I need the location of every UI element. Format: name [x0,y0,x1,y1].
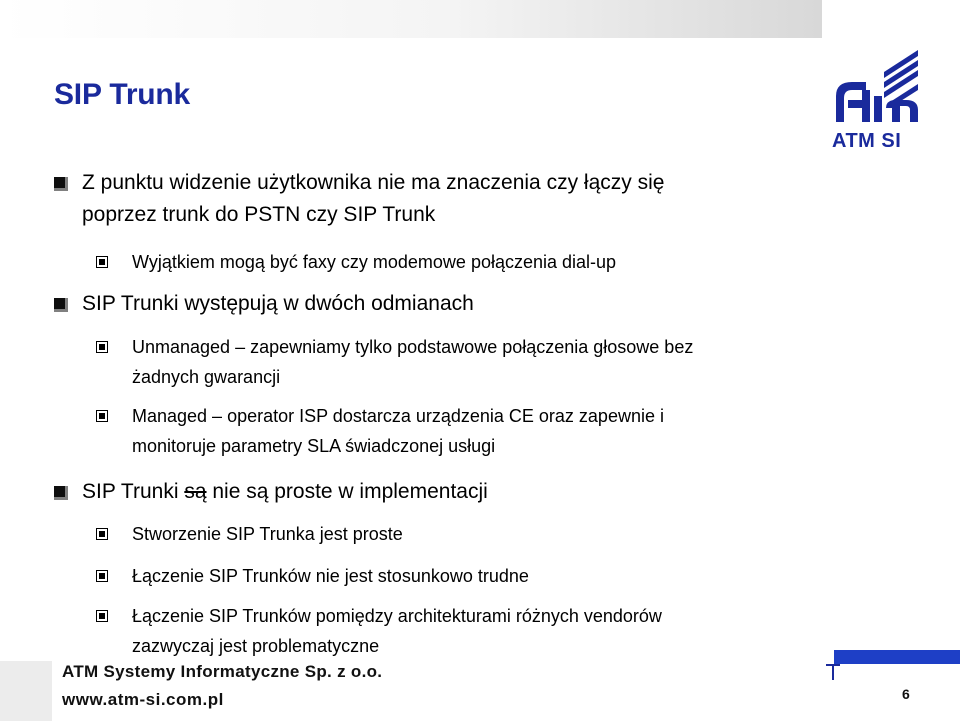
bullet-3-text-a: SIP Trunki [82,480,185,503]
bullet-1-line-1: Z punktu widzenie użytkownika nie ma znaczenia czy łączy się [82,171,665,194]
bullet-3-3-line-2: zazwyczaj jest problematyczne [132,636,380,656]
bullet-2-text: SIP Trunki występują w dwóch odmianach [82,292,474,315]
bullet-2-1-line-2: żadnych gwarancji [132,367,281,387]
footer-left-bar [0,661,52,721]
logo-label: ATM SI [832,130,902,152]
footer-company: ATM Systemy Informatyczne Sp. z o.o. [62,662,383,681]
slide-title: SIP Trunk [54,78,191,111]
bullet-1-1 [96,247,796,277]
bullet-3-1 [96,519,796,549]
bullet-3-2 [96,561,796,591]
sub-bullet-icon [96,256,108,268]
bullet-2-2-line-2: monitoruje parametry SLA świadczonej usługi [132,436,496,456]
bullet-1-line-2: poprzez trunk do PSTN czy SIP Trunk [82,203,436,226]
page-number: 6 [902,686,910,702]
square-bullet-icon [54,177,68,191]
footer-blue-bar [834,650,960,664]
bullet-1-1-text: Wyjątkiem mogą być faxy czy modemowe połączenia dial-up [132,252,617,272]
sub-bullet-icon [96,341,108,353]
sub-bullet-icon [96,410,108,422]
bullet-3-2-text: Łączenie SIP Trunków nie jest stosunkowo trudne [132,566,529,586]
bullet-2-2 [96,401,796,461]
square-bullet-icon [54,298,68,312]
bullet-3-strikethrough: są [184,480,207,503]
footer-divider-vertical [832,664,834,680]
bullet-3-text [82,476,754,508]
sub-bullet-icon [96,610,108,622]
bullet-3-text-b: nie są proste w implementacji [206,480,488,503]
top-gradient-bar [0,0,822,38]
bullet-2-2-line-1: Managed – operator ISP dostarcza urządzenia CE oraz zapewnie i [132,406,664,426]
bullet-3-3-line-1: Łączenie SIP Trunków pomiędzy architekturami różnych vendorów [132,606,662,626]
bullet-3-3 [96,601,796,661]
bullet-2-1-line-1: Unmanaged – zapewniamy tylko podstawowe połączenia głosowe bez [132,337,694,357]
sub-bullet-icon [96,528,108,540]
bullet-2 [54,288,754,320]
bullet-2-1 [96,332,796,392]
footer-url: www.atm-si.com.pl [62,690,224,709]
bullet-3 [54,476,754,508]
square-bullet-icon [54,486,68,500]
bullet-3-1-text: Stworzenie SIP Trunka jest proste [132,524,403,544]
bullet-1 [54,167,754,231]
sub-bullet-icon [96,570,108,582]
